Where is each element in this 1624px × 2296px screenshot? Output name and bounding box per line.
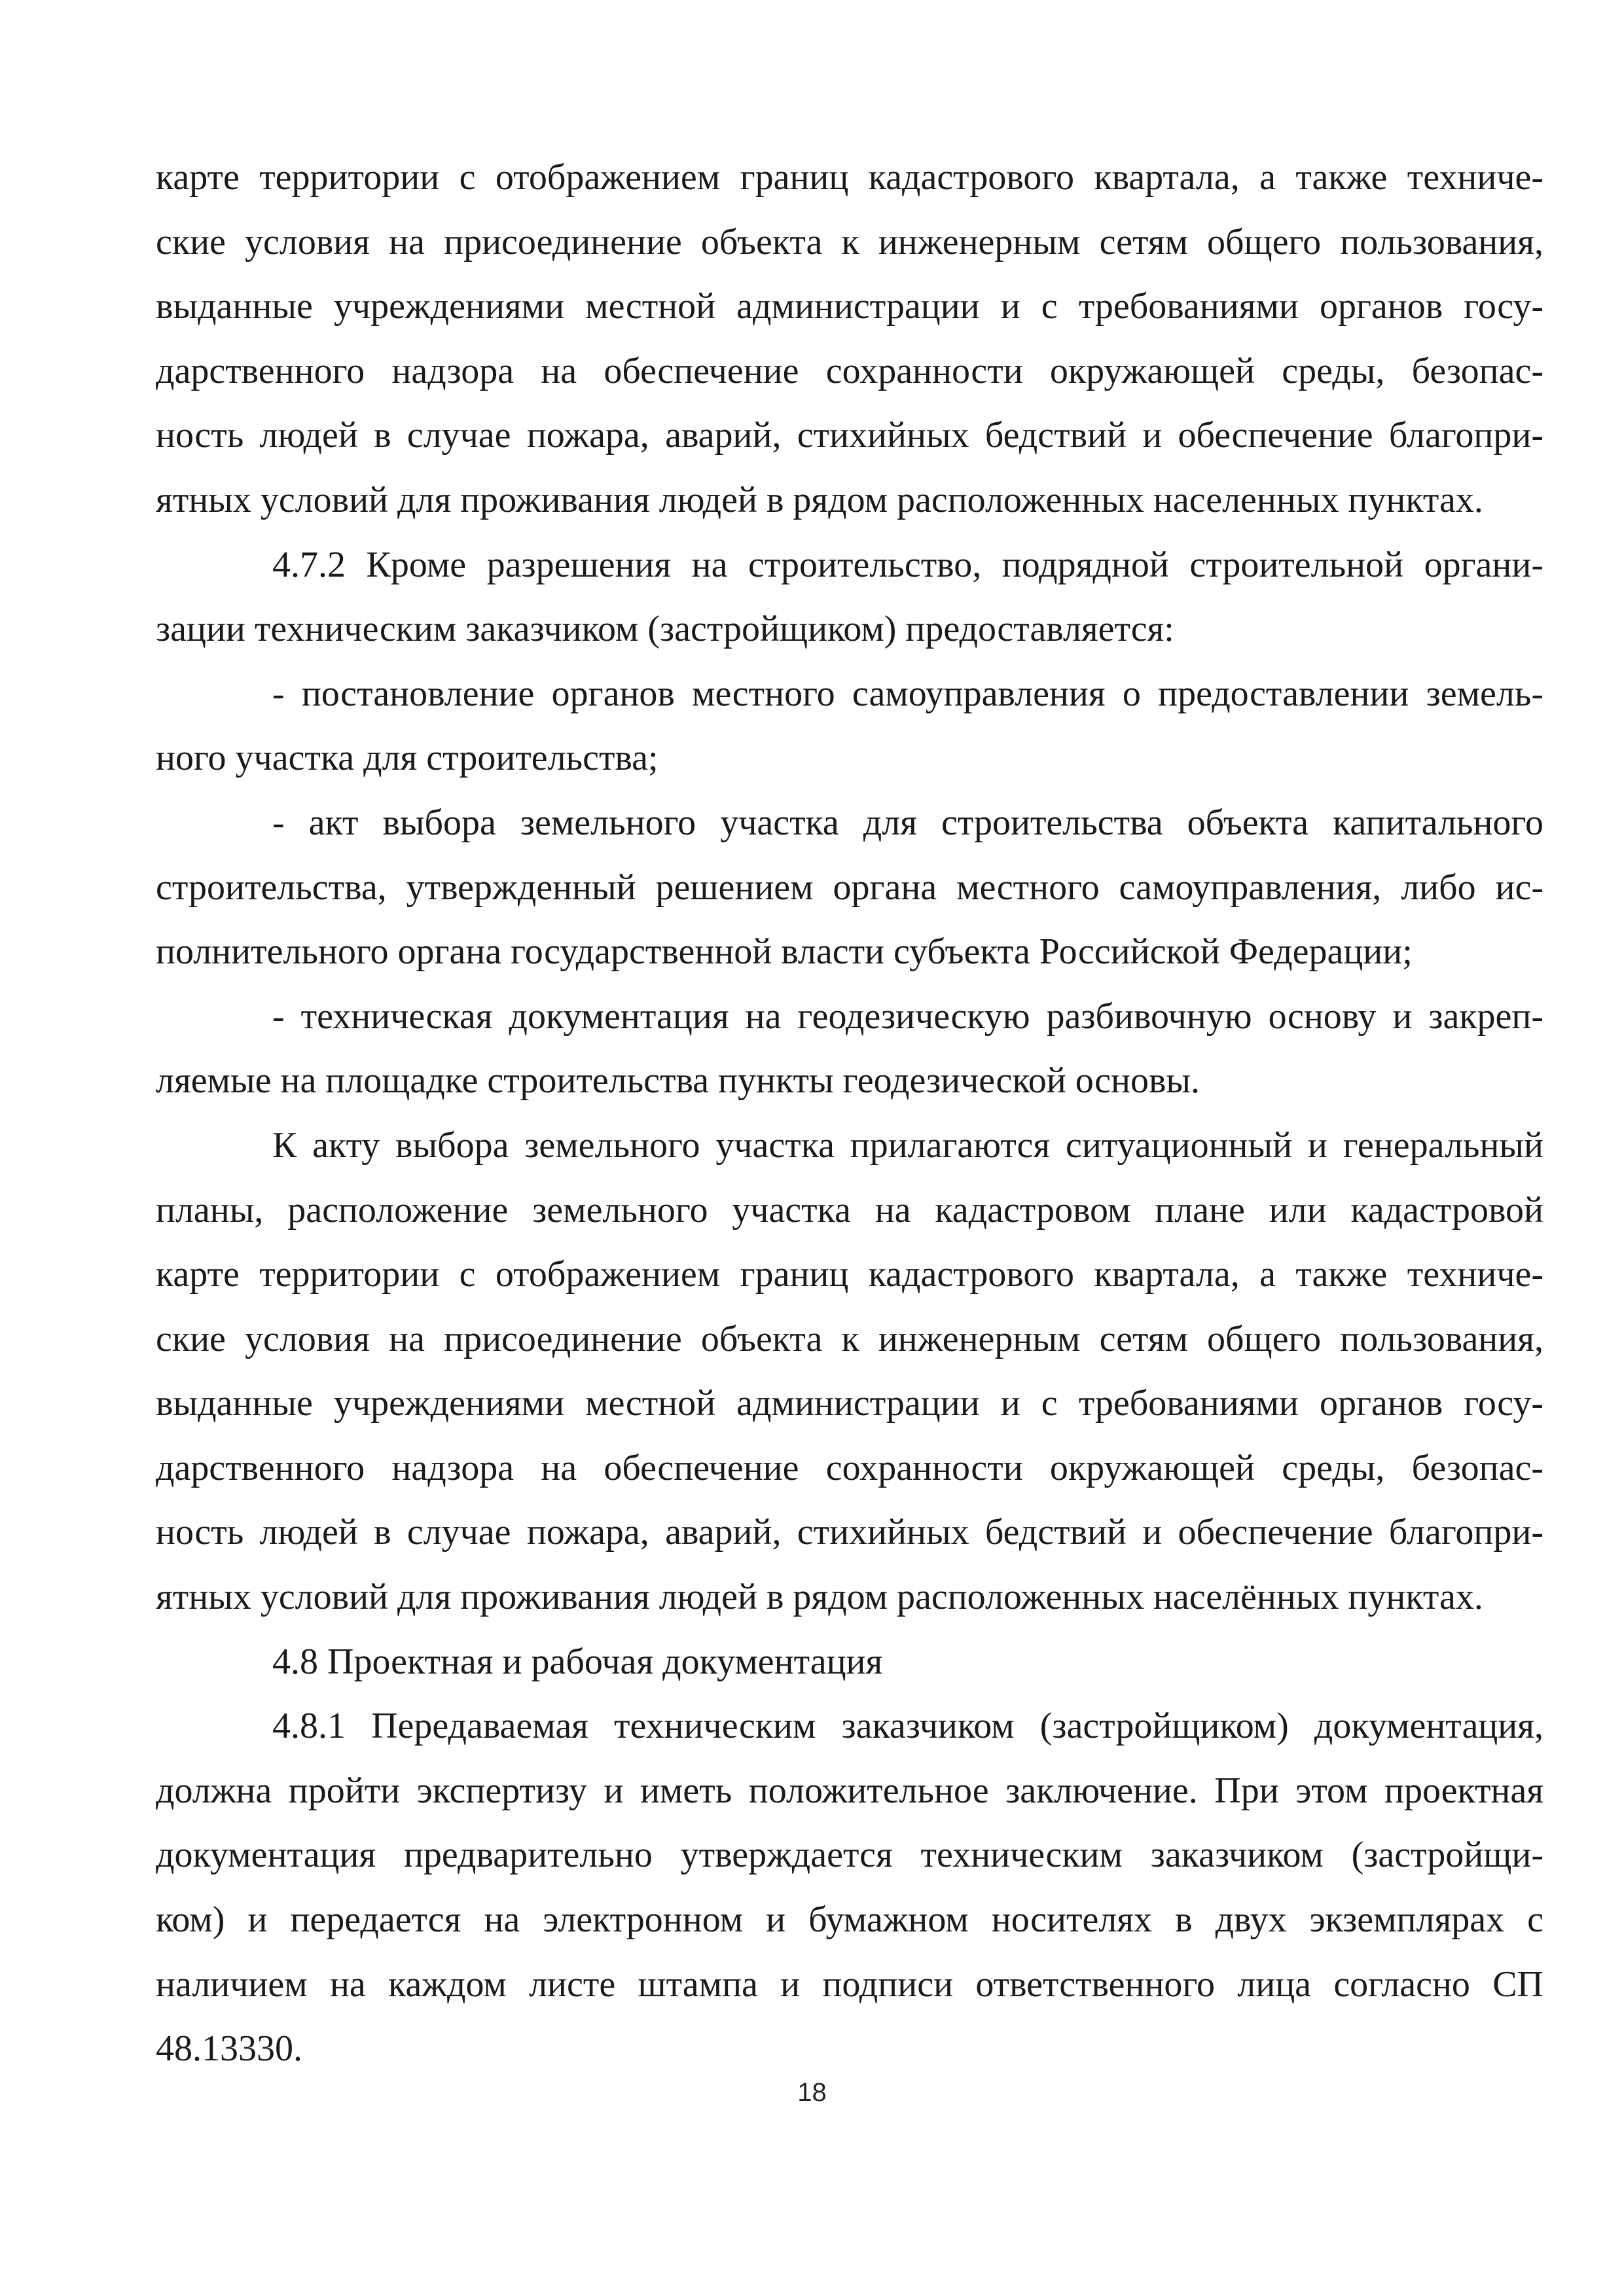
text-line: выданные учреждениями местной администрации и с требованиями органов госу- bbox=[156, 1383, 1543, 1424]
text-line: документация предварительно утверждается техническим заказчиком (застройщи- bbox=[156, 1835, 1543, 1876]
text-line: дарственного надзора на обеспечение сохранности окружающей среды, безопас- bbox=[156, 350, 1543, 391]
text-line: дарственного надзора на обеспечение сохранности окружающей среды, безопас- bbox=[156, 1447, 1543, 1488]
text-line: ком) и передается на электронном и бумажном носителях в двух экземплярах с bbox=[156, 1899, 1543, 1941]
text-line: ляемые на площадке строительства пункты геодезической основы. bbox=[156, 1060, 1200, 1102]
text-line: карте территории с отображением границ кадастрового квартала, а также техниче- bbox=[156, 157, 1543, 198]
list-item-line: - акт выбора земельного участка для строительства объекта капитального bbox=[272, 802, 1543, 843]
list-item-line: - постановление органов местного самоуправления о предоставлении земель- bbox=[272, 673, 1543, 714]
paragraph-start-line: К акту выбора земельного участка прилагаются ситуационный и генеральный bbox=[272, 1124, 1543, 1166]
section-4-8-1-line: 4.8.1 Передаваемая техническим заказчиком (застройщиком) документация, bbox=[272, 1706, 1543, 1747]
text-line: ность людей в случае пожара, аварий, стихийных бедствий и обеспечение благопри- bbox=[156, 415, 1543, 456]
text-line: 48.13330. bbox=[156, 2028, 302, 2070]
text-line: ятных условий для проживания людей в рядом расположенных населенных пунктах. bbox=[156, 479, 1483, 520]
text-line: строительства, утвержденный решением органа местного самоуправления, либо ис- bbox=[156, 867, 1543, 908]
text-line: планы, расположение земельного участка на кадастровом плане или кадастровой bbox=[156, 1189, 1543, 1230]
body-text bbox=[156, 145, 1543, 2081]
section-heading-4-8: 4.8 Проектная и рабочая документация bbox=[272, 1641, 883, 1682]
text-line: ятных условий для проживания людей в рядом расположенных населённых пунктах. bbox=[156, 1577, 1483, 1618]
text-line: зации техническим заказчиком (застройщиком) предоставляется: bbox=[156, 609, 1174, 650]
text-line: наличием на каждом листе штампа и подписи ответственного лица согласно СП bbox=[156, 1964, 1543, 2005]
text-line: полнительного органа государственной власти субъекта Российской Федерации; bbox=[156, 931, 1413, 973]
text-line: выданные учреждениями местной администрации и с требованиями органов госу- bbox=[156, 286, 1543, 327]
text-line: должна пройти экспертизу и иметь положительное заключение. При этом проектная bbox=[156, 1770, 1543, 1811]
list-item-line: - техническая документация на геодезическую разбивочную основу и закреп- bbox=[272, 996, 1543, 1037]
text-line: ного участка для строительства; bbox=[156, 738, 659, 779]
text-line: карте территории с отображением границ кадастрового квартала, а также техниче- bbox=[156, 1254, 1543, 1295]
text-line: ские условия на присоединение объекта к инженерным сетям общего пользования, bbox=[156, 221, 1543, 262]
text-line: ность людей в случае пожара, аварий, стихийных бедствий и обеспечение благопри- bbox=[156, 1512, 1543, 1553]
section-4-7-2-line: 4.7.2 Кроме разрешения на строительство, подрядной строительной органи- bbox=[272, 544, 1543, 585]
text-line: ские условия на присоединение объекта к инженерным сетям общего пользования, bbox=[156, 1318, 1543, 1359]
page-number: 18 bbox=[797, 2078, 827, 2107]
